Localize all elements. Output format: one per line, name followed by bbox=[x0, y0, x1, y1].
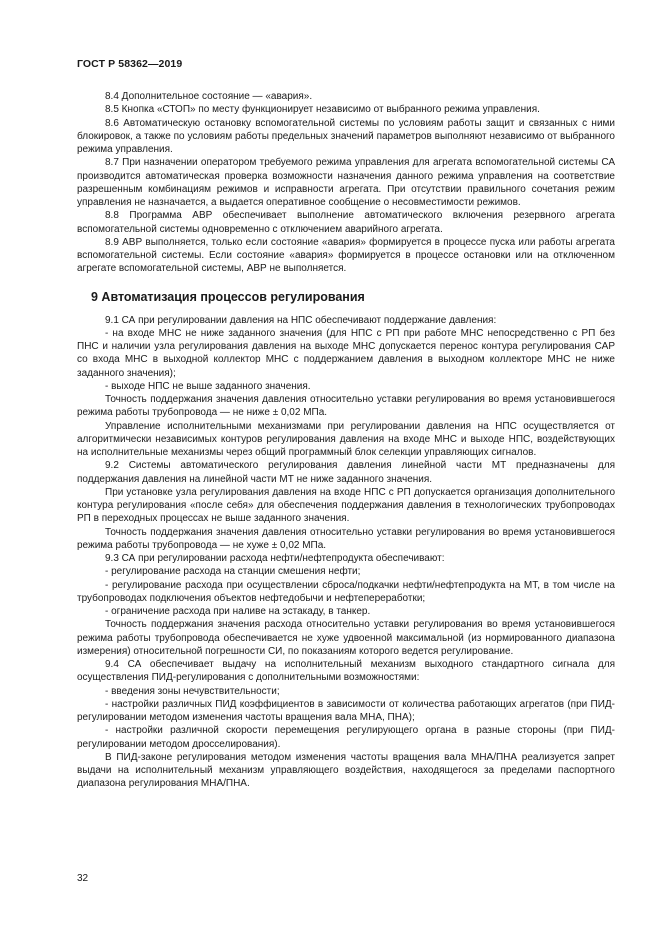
section-title: 9 Автоматизация процессов регулирования bbox=[91, 289, 365, 304]
paragraph-8-7: 8.7 При назначении оператором требуемого режима управления для агрегата вспомогательной системы СА производится автоматическая проверка возможности назначения данного режима управления на соответствие разрешенным комбинациям режимов и исправности агрегата. При отсутствии правильного сочетания режим управления не назначается, а выдается оперативное сообщение о несовместимости режимов. bbox=[77, 157, 615, 208]
list-item: - введения зоны нечувствительности; bbox=[105, 685, 280, 697]
paragraph-9-3: 9.3 СА при регулировании расхода нефти/нефтепродукта обеспечивают: bbox=[105, 553, 445, 564]
list-item: - ограничение расхода при наливе на эстакаду, в танкер. bbox=[105, 606, 371, 617]
paragraph: Точность поддержания значения расхода относительно уставки регулирования во время установившегося режима работы трубопровода обеспечивается не хуже удвоенной максимальной (из нормированного диапазона измерения) относительной погрешности СИ, по показаниям которого ведется регулирование. bbox=[77, 619, 615, 657]
paragraph-8-5: 8.5 Кнопка «СТОП» по месту функционирует независимо от выбранного режима управления. bbox=[105, 104, 540, 116]
paragraph-8-4: 8.4 Дополнительное состояние — «авария». bbox=[105, 91, 313, 102]
list-item: - регулирование расхода при осуществлении сброса/подкачки нефти/нефтепродукта на МТ, в том числе на трубопроводах подключения объектов нефтедобычи и нефтепереработки; bbox=[77, 579, 615, 604]
paragraph: Точность поддержания значения давления относительно уставки регулирования во время установившегося режима работы трубопровода — не хуже ± 0,02 МПа. bbox=[77, 526, 615, 551]
list-item: - выходе НПС не выше заданного значения. bbox=[105, 380, 311, 392]
page-number: 32 bbox=[77, 873, 89, 884]
paragraph-8-8: 8.8 Программа АВР обеспечивает выполнение автоматического включения резервного агрегата вспомогательной системы одновременно с отключением аварийного агрегата. bbox=[77, 210, 615, 235]
list-item: - регулирование расхода на станции смешения нефти; bbox=[105, 566, 361, 578]
paragraph-9-2: 9.2 Системы автоматического регулирования давления линейной части МТ предназначены для поддержания давления на линейной части МТ не ниже заданного значения. bbox=[77, 460, 615, 485]
paragraph: При установке узла регулирования давления на входе НПС с РП допускается организация дополнительного контура регулирования «после себя» для обеспечения поддержания давления в технологических трубопроводах РП в переходных процессах не выше заданного значения. bbox=[77, 486, 615, 525]
list-item: - настройки различных ПИД коэффициентов в зависимости от количества работающих агрегатов (при ПИД-регулировании методом изменения частоты вращения вала МНА, ПНА); bbox=[77, 698, 615, 723]
paragraph-8-6: 8.6 Автоматическую остановку вспомогательной системы по условиям работы защит и связанных с ними блокировок, а также по условиям работы предельных значений параметров выполняют независимо от выбранного режима управления. bbox=[77, 117, 615, 155]
page-body bbox=[77, 90, 615, 791]
paragraph-9-1: 9.1 СА при регулировании давления на НПС обеспечивают поддержание давления: bbox=[105, 314, 497, 326]
document-header: ГОСТ Р 58362—2019 bbox=[77, 58, 183, 70]
paragraph-9-4: 9.4 СА обеспечивает выдачу на исполнительный механизм выходного стандартного сигнала для осуществления ПИД-регулирования с дополнительными возможностями: bbox=[77, 659, 615, 684]
paragraph: Управление исполнительными механизмами при регулировании давления на НПС осуществляется от алгоритмически независимых контуров регулирования давления на входе МНС и выходе НПС, воздействующих на исполнительные механизмы через общий программный блок селекции управляющих сигналов. bbox=[77, 420, 615, 458]
paragraph: Точность поддержания значения давления относительно уставки регулирования во время установившегося режима работы трубопровода — не ниже ± 0,02 МПа. bbox=[77, 394, 615, 419]
paragraph-8-9: 8.9 АВР выполняется, только если состояние «авария» формируется в процессе пуска или работы агрегата вспомогательной системы. Если состояние «авария» формируется в процессе остановки или на отключенном агрегате вспомогательной системы, АВР не выполняется. bbox=[77, 236, 615, 275]
list-item: - на входе МНС не ниже заданного значения (для НПС с РП при работе МНС непосредственно с РП без ПНС и наличии узла регулирования давления на выходе МНС допускается перенос контура регулирования САР со входа МНС в выходной коллектор МНС с поддержанием давления в выходном коллекторе МНС не ниже заданного значения); bbox=[77, 327, 615, 379]
paragraph: В ПИД-законе регулирования методом изменения частоты вращения вала МНА/ПНА реализуется запрет выдачи на исполнительный механизм управляющего воздействия, находящегося за пределами паспортного диапазона регулирования МНА/ПНА. bbox=[77, 751, 615, 790]
list-item: - настройки различной скорости перемещения регулирующего органа в разные стороны (при ПИД-регулировании методом дросселирования). bbox=[77, 725, 615, 750]
